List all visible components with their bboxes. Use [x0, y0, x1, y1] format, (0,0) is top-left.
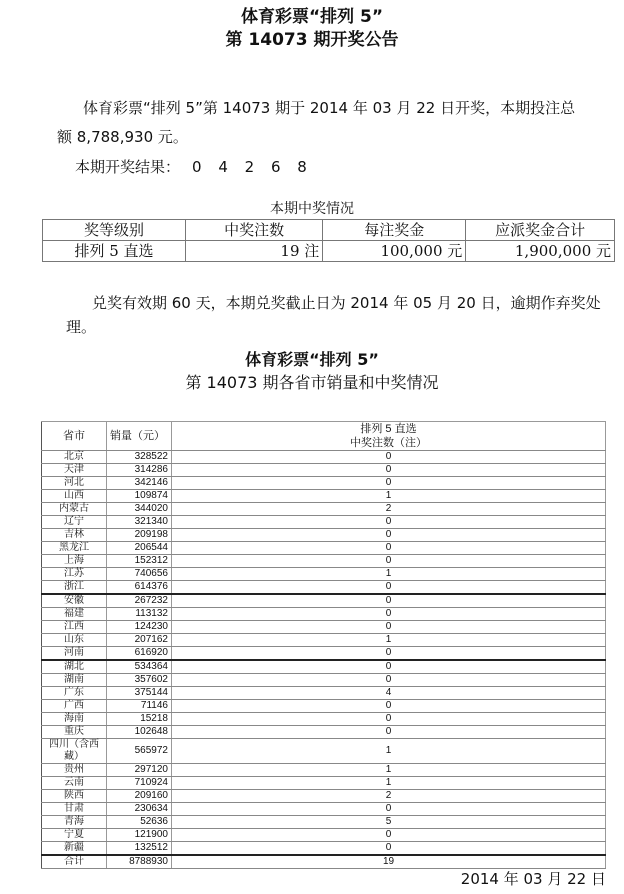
province-section-subtitle: 第 14073 期各省市销量和中奖情况 [185, 373, 439, 392]
province-name: 海南 [42, 713, 107, 726]
province-name: 四川（含西藏） [42, 739, 107, 764]
province-sales: 8788930 [107, 855, 172, 869]
province-name: 甘肃 [42, 803, 107, 816]
province-name: 上海 [42, 555, 107, 568]
province-name: 辽宁 [42, 516, 107, 529]
table-row [42, 842, 606, 856]
province-wins: 0 [172, 726, 606, 739]
province-sales: 121900 [107, 829, 172, 842]
province-table-body [42, 451, 606, 869]
header-sales: 销量（元） [107, 422, 172, 451]
table-row [42, 516, 606, 529]
table-row [42, 660, 606, 674]
province-wins: 19 [172, 855, 606, 869]
table-row [42, 503, 606, 516]
province-sales: 565972 [107, 739, 172, 764]
province-sales: 534364 [107, 660, 172, 674]
province-sales: 342146 [107, 477, 172, 490]
province-sales: 357602 [107, 674, 172, 687]
province-wins: 0 [172, 647, 606, 661]
province-name: 黑龙江 [42, 542, 107, 555]
province-sales: 230634 [107, 803, 172, 816]
province-wins: 0 [172, 621, 606, 634]
province-sales: 15218 [107, 713, 172, 726]
province-sales: 113132 [107, 608, 172, 621]
table-row [42, 464, 606, 477]
prize-table-caption: 本期中奖情况 [270, 201, 354, 217]
province-name: 北京 [42, 451, 107, 464]
draw-result [75, 157, 313, 177]
province-name: 湖北 [42, 660, 107, 674]
table-row [42, 803, 606, 816]
province-sales: 614376 [107, 581, 172, 595]
win-count: 19 注 [186, 241, 323, 262]
province-name: 内蒙古 [42, 503, 107, 516]
prize-level: 排列 5 直选 [43, 241, 186, 262]
province-sales: 124230 [107, 621, 172, 634]
province-wins: 0 [172, 674, 606, 687]
province-sales: 314286 [107, 464, 172, 477]
table-row [42, 713, 606, 726]
province-sales: 152312 [107, 555, 172, 568]
province-wins: 0 [172, 555, 606, 568]
province-wins: 0 [172, 700, 606, 713]
province-name: 青海 [42, 816, 107, 829]
province-name: 福建 [42, 608, 107, 621]
province-wins: 0 [172, 713, 606, 726]
table-row [42, 594, 606, 608]
province-sales: 209160 [107, 790, 172, 803]
province-name: 天津 [42, 464, 107, 477]
province-table [41, 421, 606, 869]
province-name: 江苏 [42, 568, 107, 581]
table-row [42, 700, 606, 713]
intro-line-1: 体育彩票“排列 5”第 14073 期于 2014 年 03 月 22 日开奖，本期投注总 [83, 99, 576, 117]
province-wins: 4 [172, 687, 606, 700]
table-row [42, 608, 606, 621]
province-sales: 209198 [107, 529, 172, 542]
province-wins: 0 [172, 581, 606, 595]
table-row [42, 490, 606, 503]
header-win-count: 中奖注数 [186, 220, 323, 241]
province-sales: 321340 [107, 516, 172, 529]
province-name: 广东 [42, 687, 107, 700]
province-name: 浙江 [42, 581, 107, 595]
province-wins: 0 [172, 829, 606, 842]
table-row [42, 790, 606, 803]
province-sales: 132512 [107, 842, 172, 856]
notice-line-2: 理。 [66, 318, 97, 336]
province-sales: 52636 [107, 816, 172, 829]
header-wins-line-1: 排列 5 直选 [360, 423, 417, 435]
province-name: 重庆 [42, 726, 107, 739]
prize-table-row [43, 241, 615, 262]
draw-result-numbers: 0 4 2 6 8 [192, 158, 313, 176]
per-prize: 100,000 元 [323, 241, 466, 262]
province-wins: 1 [172, 490, 606, 503]
province-sales: 740656 [107, 568, 172, 581]
province-name: 广西 [42, 700, 107, 713]
province-sales: 109874 [107, 490, 172, 503]
table-row [42, 555, 606, 568]
footer-date: 2014 年 03 月 22 日 [460, 870, 606, 888]
province-sales: 206544 [107, 542, 172, 555]
notice-line-1: 兑奖有效期 60 天，本期兑奖截止日为 2014 年 05 月 20 日，逾期作弃奖处 [92, 294, 601, 312]
province-name: 吉林 [42, 529, 107, 542]
announcement-title: 体育彩票“排列 5” [240, 7, 384, 27]
province-wins: 2 [172, 790, 606, 803]
table-row [42, 764, 606, 777]
province-name: 合计 [42, 855, 107, 869]
province-sales: 328522 [107, 451, 172, 464]
table-row [42, 581, 606, 595]
table-row [42, 647, 606, 661]
province-name: 湖南 [42, 674, 107, 687]
province-name: 宁夏 [42, 829, 107, 842]
province-wins: 2 [172, 503, 606, 516]
province-name: 山东 [42, 634, 107, 647]
table-row [42, 542, 606, 555]
province-wins: 0 [172, 608, 606, 621]
province-sales: 375144 [107, 687, 172, 700]
province-wins: 0 [172, 660, 606, 674]
province-wins: 1 [172, 634, 606, 647]
province-sales: 297120 [107, 764, 172, 777]
province-wins: 0 [172, 529, 606, 542]
table-row [42, 529, 606, 542]
table-row [42, 687, 606, 700]
header-total-prize: 应派奖金合计 [466, 220, 615, 241]
province-name: 云南 [42, 777, 107, 790]
province-sales: 207162 [107, 634, 172, 647]
province-wins: 0 [172, 477, 606, 490]
province-name: 贵州 [42, 764, 107, 777]
province-wins: 5 [172, 816, 606, 829]
table-row [42, 726, 606, 739]
province-table-header [42, 422, 606, 451]
prize-table-header [43, 220, 615, 241]
province-sales: 71146 [107, 700, 172, 713]
table-row [42, 674, 606, 687]
province-sales: 267232 [107, 594, 172, 608]
province-name: 陕西 [42, 790, 107, 803]
province-name: 新疆 [42, 842, 107, 856]
province-wins: 0 [172, 542, 606, 555]
province-wins: 0 [172, 842, 606, 856]
table-row [42, 816, 606, 829]
province-name: 江西 [42, 621, 107, 634]
header-wins [172, 422, 606, 451]
province-wins: 0 [172, 803, 606, 816]
total-row [42, 855, 606, 869]
province-section-title: 体育彩票“排列 5” [245, 350, 379, 369]
province-wins: 1 [172, 777, 606, 790]
table-row [42, 777, 606, 790]
province-wins: 0 [172, 464, 606, 477]
province-name: 河南 [42, 647, 107, 661]
table-row [42, 621, 606, 634]
province-wins: 0 [172, 451, 606, 464]
province-wins: 0 [172, 594, 606, 608]
province-name: 河北 [42, 477, 107, 490]
draw-result-label: 本期开奖结果： [75, 158, 181, 176]
province-sales: 102648 [107, 726, 172, 739]
table-row [42, 451, 606, 464]
header-per-prize: 每注奖金 [323, 220, 466, 241]
table-row [42, 568, 606, 581]
table-row [42, 477, 606, 490]
province-wins: 0 [172, 516, 606, 529]
prize-table [42, 219, 615, 262]
total-prize: 1,900,000 元 [466, 241, 615, 262]
announcement-subtitle: 第 14073 期开奖公告 [225, 30, 399, 50]
table-row [42, 829, 606, 842]
table-row [42, 634, 606, 647]
header-wins-line-2: 中奖注数（注） [350, 437, 427, 449]
province-name: 山西 [42, 490, 107, 503]
province-sales: 710924 [107, 777, 172, 790]
province-wins: 1 [172, 764, 606, 777]
intro-line-2: 额 8,788,930 元。 [57, 128, 188, 146]
table-row [42, 739, 606, 764]
province-wins: 1 [172, 568, 606, 581]
province-sales: 616920 [107, 647, 172, 661]
province-wins: 1 [172, 739, 606, 764]
header-province: 省市 [42, 422, 107, 451]
province-sales: 344020 [107, 503, 172, 516]
header-prize-level: 奖等级别 [43, 220, 186, 241]
province-name: 安徽 [42, 594, 107, 608]
